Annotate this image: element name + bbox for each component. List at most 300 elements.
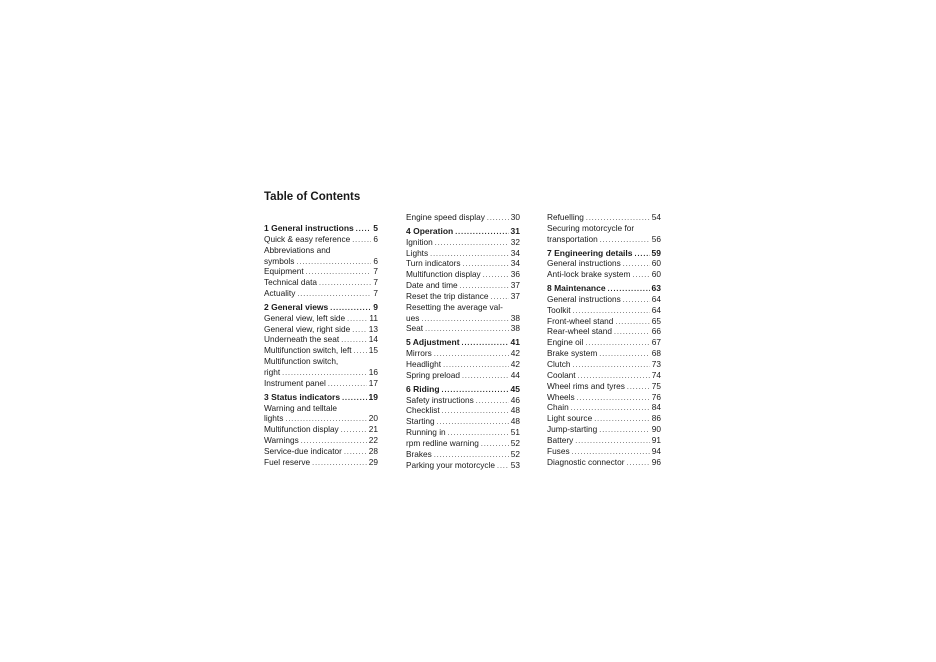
dot-leader	[296, 258, 371, 269]
toc-page-number: 94	[651, 445, 661, 456]
dot-leader	[354, 347, 367, 358]
toc-chapter-heading[interactable]	[406, 226, 520, 237]
toc-line	[406, 384, 520, 395]
dot-leader	[483, 271, 509, 282]
toc-page-number: 36	[510, 269, 520, 280]
toc-line	[547, 305, 661, 316]
toc-line	[264, 313, 378, 324]
toc-entry[interactable]	[547, 337, 661, 348]
toc-entry-title: Mirrors	[406, 348, 432, 359]
toc-line	[547, 294, 661, 305]
toc-chapter-heading[interactable]	[406, 384, 520, 395]
toc-line	[547, 248, 661, 259]
dot-leader	[435, 239, 509, 250]
toc-entry[interactable]	[547, 381, 661, 392]
toc-page-number: 42	[510, 358, 520, 369]
toc-entry-title: lights	[264, 413, 284, 424]
toc-entry-title: Brake system	[547, 348, 598, 359]
toc-entry-title: Safety instructions	[406, 394, 474, 405]
toc-page-number: 20	[368, 413, 378, 424]
toc-entry[interactable]	[264, 266, 378, 277]
toc-entry[interactable]	[406, 449, 520, 460]
toc-page-number: 19	[368, 391, 378, 402]
toc-line	[264, 223, 378, 234]
toc-entry-title: Spring preload	[406, 369, 460, 380]
toc-entry-title: Multifunction switch,	[264, 356, 339, 367]
dot-leader	[481, 440, 509, 451]
toc-line	[406, 405, 520, 416]
toc-entry[interactable]	[264, 234, 378, 245]
toc-line	[264, 413, 378, 424]
toc-entry[interactable]	[264, 446, 378, 457]
toc-line	[406, 269, 520, 280]
toc-page-number: 68	[651, 348, 661, 359]
toc-line	[264, 446, 378, 457]
toc-page-number: 73	[651, 358, 661, 369]
toc-page-number: 38	[510, 312, 520, 323]
dot-leader	[476, 397, 509, 408]
toc-page-number: 37	[510, 290, 520, 301]
toc-entry-title: right	[264, 366, 281, 377]
toc-entry-title: Multifunction display	[264, 424, 339, 435]
toc-page-number: 37	[510, 280, 520, 291]
toc-entry-title: Toolkit	[547, 304, 571, 315]
toc-entry[interactable]	[547, 446, 661, 457]
toc-entry[interactable]	[547, 326, 661, 337]
toc-entry[interactable]	[406, 416, 520, 427]
toc-page-number: 9	[373, 301, 378, 312]
toc-entry-title: Underneath the seat	[264, 334, 340, 345]
toc-entry-title: Quick & easy reference	[264, 233, 351, 244]
toc-line	[264, 334, 378, 345]
toc-line	[547, 424, 661, 435]
toc-page-number: 46	[510, 394, 520, 405]
toc-page-number: 60	[651, 269, 661, 280]
toc-chapter-heading[interactable]	[547, 283, 661, 294]
toc-entry[interactable]	[547, 269, 661, 280]
toc-page-number: 6	[373, 233, 378, 244]
toc-entry-title: symbols	[264, 255, 295, 266]
toc-line	[264, 277, 378, 288]
toc-entry-title: Lights	[406, 247, 429, 258]
dot-leader	[599, 426, 650, 437]
toc-line	[547, 348, 661, 359]
toc-entry[interactable]	[547, 392, 661, 403]
dot-leader	[575, 437, 649, 448]
dot-leader	[455, 228, 508, 239]
toc-entry[interactable]	[406, 248, 520, 259]
toc-line	[264, 345, 378, 356]
dot-leader	[615, 318, 649, 329]
dot-leader	[577, 394, 650, 405]
toc-entry[interactable]	[547, 305, 661, 316]
dot-leader	[497, 462, 509, 473]
toc-entry-title: transportation	[547, 233, 598, 244]
toc-entry-title: Instrument panel	[264, 377, 326, 388]
toc-page-number: 22	[368, 435, 378, 446]
toc-page-number: 52	[510, 437, 520, 448]
toc-entry[interactable]	[406, 280, 520, 291]
toc-entry[interactable]	[406, 237, 520, 248]
toc-page-number: 60	[651, 258, 661, 269]
toc-entry-title: Parking your motorcycle	[406, 459, 495, 470]
toc-entry[interactable]	[406, 395, 520, 406]
toc-line	[547, 446, 661, 457]
page-title: Table of Contents	[264, 191, 361, 203]
dot-leader	[635, 250, 650, 261]
toc-page-number: 13	[368, 323, 378, 334]
toc-line	[406, 258, 520, 269]
toc-page-number: 42	[510, 348, 520, 359]
toc-line	[264, 234, 378, 245]
toc-column-1	[264, 223, 378, 468]
toc-page-number: 75	[651, 380, 661, 391]
toc-page-number: 54	[651, 212, 661, 222]
dot-leader	[437, 418, 509, 429]
toc-entry-title: Reset the trip distance	[406, 290, 489, 301]
toc-entry-title: Anti-lock brake system	[547, 269, 631, 280]
toc-entry-title: Warning and telltale	[264, 402, 338, 413]
toc-entry[interactable]	[264, 288, 378, 299]
toc-chapter-heading[interactable]	[406, 337, 520, 348]
toc-line	[406, 226, 520, 237]
toc-line	[547, 359, 661, 370]
toc-entry-title: 2 General views	[264, 301, 329, 312]
toc-page-number: 63	[651, 283, 661, 294]
toc-line	[406, 460, 520, 471]
toc-entry[interactable]	[406, 258, 520, 269]
dot-leader	[462, 372, 509, 383]
toc-page-number: 53	[510, 459, 520, 470]
toc-page-number: 65	[651, 315, 661, 326]
toc-page-number: 38	[510, 323, 520, 334]
toc-column-3	[547, 212, 661, 467]
toc-entry[interactable]	[547, 413, 661, 424]
toc-page-number: 67	[651, 337, 661, 348]
dot-leader	[328, 380, 367, 391]
toc-line	[547, 212, 661, 223]
toc-page-number: 7	[373, 277, 378, 288]
toc-line	[264, 302, 378, 313]
toc-page-number: 5	[373, 223, 378, 233]
toc-entry[interactable]	[406, 212, 520, 223]
dot-leader	[594, 415, 650, 426]
toc-page-number: 30	[510, 212, 520, 222]
toc-entry-title: Securing motorcycle for	[547, 222, 635, 233]
toc-entry-title: Resetting the average val-	[406, 301, 503, 312]
toc-entry[interactable]	[406, 370, 520, 381]
toc-line	[406, 438, 520, 449]
toc-entry-title: General instructions	[547, 258, 621, 269]
toc-line	[406, 395, 520, 406]
toc-line	[406, 212, 520, 223]
toc-entry[interactable]	[547, 212, 661, 223]
toc-line	[264, 392, 378, 403]
toc-entry-title: General view, right side	[264, 323, 351, 334]
toc-line	[547, 269, 661, 280]
toc-page-number: 96	[651, 456, 661, 467]
toc-page-number: 41	[510, 337, 520, 348]
toc-line	[547, 234, 661, 245]
toc-page-number: 52	[510, 448, 520, 459]
toc-page-number: 16	[368, 366, 378, 377]
toc-entry-title: Rear-wheel stand	[547, 326, 613, 337]
dot-leader	[632, 271, 649, 282]
toc-entry[interactable]	[264, 334, 378, 345]
toc-entry[interactable]	[264, 403, 378, 425]
toc-entry-title: Equipment	[264, 266, 304, 277]
toc-entry-title: Actuality	[264, 288, 296, 299]
toc-entry[interactable]	[264, 378, 378, 389]
toc-entry-title: Chain	[547, 402, 569, 413]
toc-page-number: 91	[651, 434, 661, 445]
toc-page-number: 66	[651, 326, 661, 337]
toc-line	[406, 359, 520, 370]
toc-entry[interactable]	[264, 435, 378, 446]
toc-entry-title: Running in	[406, 427, 446, 438]
toc-page-number: 7	[373, 266, 378, 277]
toc-page-number: 74	[651, 369, 661, 380]
toc-entry[interactable]	[547, 294, 661, 305]
toc-page-number: 29	[368, 456, 378, 467]
toc-page-number: 31	[510, 225, 520, 236]
dot-leader	[342, 394, 366, 405]
toc-entry[interactable]	[264, 345, 378, 356]
dot-leader	[341, 426, 367, 437]
dot-leader	[297, 290, 371, 301]
dot-leader	[421, 315, 508, 326]
dot-leader	[627, 383, 650, 394]
toc-entry-title: Service-due indicator	[264, 445, 342, 456]
toc-line	[547, 435, 661, 446]
toc-entry[interactable]	[547, 457, 661, 468]
toc-line	[547, 326, 661, 337]
toc-entry[interactable]	[406, 438, 520, 449]
toc-page-number: 48	[510, 405, 520, 416]
dot-leader	[600, 236, 650, 247]
toc-page-number: 59	[651, 247, 661, 258]
toc-page-number: 86	[651, 413, 661, 424]
toc-entry-title: Abbreviations and	[264, 244, 331, 255]
toc-entry-title: Jump-starting	[547, 424, 598, 435]
toc-entry-title: Clutch	[547, 358, 571, 369]
toc-entry-title: Ignition	[406, 236, 433, 247]
toc-entry[interactable]	[547, 258, 661, 269]
dot-leader	[442, 407, 509, 418]
toc-page-number: 15	[368, 345, 378, 356]
toc-page-number: 34	[510, 258, 520, 269]
toc-page-number: 44	[510, 369, 520, 380]
dot-leader	[425, 325, 509, 336]
toc-entry-title: Front-wheel stand	[547, 315, 614, 326]
toc-line	[264, 256, 378, 267]
toc-entry-title: Light source	[547, 413, 593, 424]
toc-entry-title: Fuel reserve	[264, 456, 311, 467]
toc-entry[interactable]	[406, 291, 520, 302]
toc-line	[264, 288, 378, 299]
toc-page-number: 34	[510, 247, 520, 258]
toc-line	[264, 266, 378, 277]
toc-line	[406, 313, 520, 324]
toc-line	[547, 381, 661, 392]
toc-line	[547, 283, 661, 294]
toc-page-number: 51	[510, 427, 520, 438]
toc-entry-title: Coolant	[547, 369, 576, 380]
toc-line	[406, 337, 520, 348]
toc-entry-title: Fuses	[547, 445, 570, 456]
toc-line	[547, 337, 661, 348]
dot-leader	[614, 328, 650, 339]
toc-line	[264, 424, 378, 435]
toc-entry[interactable]	[547, 370, 661, 381]
toc-entry[interactable]	[264, 313, 378, 324]
toc-page-number: 64	[651, 293, 661, 304]
toc-page-number: 28	[368, 445, 378, 456]
dot-leader	[573, 361, 650, 372]
toc-page-number: 11	[369, 312, 378, 323]
dot-leader	[599, 350, 650, 361]
toc-entry-title: 7 Engineering details	[547, 247, 633, 258]
toc-line	[547, 258, 661, 269]
toc-line	[406, 416, 520, 427]
toc-entry-title: 8 Maintenance	[547, 283, 606, 294]
toc-entry[interactable]	[406, 269, 520, 280]
toc-line	[406, 291, 520, 302]
toc-entry[interactable]	[264, 424, 378, 435]
toc-entry-title: Checklist	[406, 405, 440, 416]
toc-entry[interactable]	[547, 316, 661, 327]
toc-entry[interactable]	[547, 435, 661, 446]
toc-entry[interactable]	[264, 356, 378, 378]
toc-line	[264, 324, 378, 335]
toc-entry[interactable]	[406, 405, 520, 416]
toc-entry[interactable]	[406, 348, 520, 359]
dot-leader	[319, 279, 371, 290]
toc-entry[interactable]	[406, 302, 520, 324]
toc-entry[interactable]	[264, 457, 378, 468]
toc-entry-title: Engine speed display	[406, 212, 485, 222]
toc-line	[547, 457, 661, 468]
toc-page-number: 48	[510, 416, 520, 427]
toc-entry-title: ues	[406, 312, 420, 323]
toc-line	[406, 280, 520, 291]
toc-line	[406, 449, 520, 460]
toc-entry[interactable]	[406, 359, 520, 370]
toc-entry-title: Battery	[547, 434, 574, 445]
dot-leader	[312, 459, 367, 470]
toc-page-number: 17	[368, 377, 378, 388]
toc-entry[interactable]	[547, 359, 661, 370]
dot-leader	[356, 225, 372, 236]
toc-entry[interactable]	[406, 427, 520, 438]
toc-entry-title: 6 Riding	[406, 383, 440, 394]
toc-line	[264, 367, 378, 378]
toc-entry-title: Headlight	[406, 358, 442, 369]
toc-line	[264, 457, 378, 468]
toc-line	[264, 435, 378, 446]
toc-entry-title: Wheel rims and tyres	[547, 380, 625, 391]
toc-entry-title: Diagnostic connector	[547, 456, 625, 467]
toc-entry-title: Multifunction display	[406, 269, 481, 280]
toc-entry[interactable]	[547, 223, 661, 245]
toc-page-number: 21	[368, 424, 378, 435]
toc-entry-title: 3 Status indicators	[264, 391, 341, 402]
toc-entry-title: General view, left side	[264, 312, 346, 323]
toc-entry-title: Refuelling	[547, 212, 584, 222]
toc-line	[547, 413, 661, 424]
toc-page-number: 64	[651, 304, 661, 315]
toc-entry[interactable]	[547, 424, 661, 435]
toc-page-number: 84	[651, 402, 661, 413]
toc-entry[interactable]	[264, 324, 378, 335]
toc-page-number: 7	[373, 288, 378, 299]
dot-leader	[352, 326, 367, 337]
toc-entry[interactable]	[264, 245, 378, 267]
dot-leader	[344, 448, 367, 459]
toc-entry-title: Brakes	[406, 448, 432, 459]
toc-entry-title: Warnings	[264, 435, 299, 446]
toc-page-number: 6	[373, 255, 378, 266]
toc-page-number: 45	[510, 383, 520, 394]
dot-leader	[434, 350, 509, 361]
toc-page-number: 32	[510, 236, 520, 247]
toc-entry-title: 1 General instructions	[264, 223, 354, 233]
toc-line	[406, 302, 520, 313]
toc-entry-title: Engine oil	[547, 337, 584, 348]
toc-chapter-heading[interactable]	[264, 223, 378, 234]
toc-entry-title: 4 Operation	[406, 225, 454, 236]
toc-page-number: 90	[651, 424, 661, 435]
toc-entry-title: Technical data	[264, 277, 318, 288]
toc-line	[547, 370, 661, 381]
toc-line	[547, 402, 661, 413]
dot-leader	[462, 339, 509, 350]
toc-chapter-heading[interactable]	[264, 302, 378, 313]
toc-line	[264, 378, 378, 389]
toc-column-2	[406, 212, 520, 470]
toc-page-number: 14	[368, 334, 378, 345]
toc-entry[interactable]	[406, 460, 520, 471]
toc-entry-title: Seat	[406, 323, 424, 334]
toc-entry-title: Multifunction switch, left	[264, 345, 352, 356]
toc-entry[interactable]	[547, 402, 661, 413]
dot-leader	[626, 459, 649, 470]
toc-line	[406, 348, 520, 359]
toc-line	[406, 248, 520, 259]
toc-line	[547, 316, 661, 327]
toc-line	[547, 392, 661, 403]
toc-line	[406, 427, 520, 438]
toc-entry[interactable]	[547, 348, 661, 359]
toc-entry[interactable]	[264, 277, 378, 288]
toc-line	[406, 237, 520, 248]
toc-entry-title: General instructions	[547, 293, 621, 304]
toc-entry-title: 5 Adjustment	[406, 337, 460, 348]
toc-chapter-heading[interactable]	[547, 248, 661, 259]
toc-page-number: 76	[651, 391, 661, 402]
toc-entry-title: rpm redline warning	[406, 437, 479, 448]
toc-line	[406, 370, 520, 381]
toc-entry-title: Turn indicators	[406, 258, 461, 269]
toc-entry-title: Wheels	[547, 391, 575, 402]
toc-entry-title: Starting	[406, 416, 435, 427]
dot-leader	[352, 236, 371, 247]
dot-leader	[487, 214, 509, 225]
dot-leader	[623, 296, 650, 307]
toc-page-number: 56	[651, 233, 661, 244]
toc-chapter-heading[interactable]	[264, 392, 378, 403]
toc-entry-title: Date and time	[406, 280, 458, 291]
